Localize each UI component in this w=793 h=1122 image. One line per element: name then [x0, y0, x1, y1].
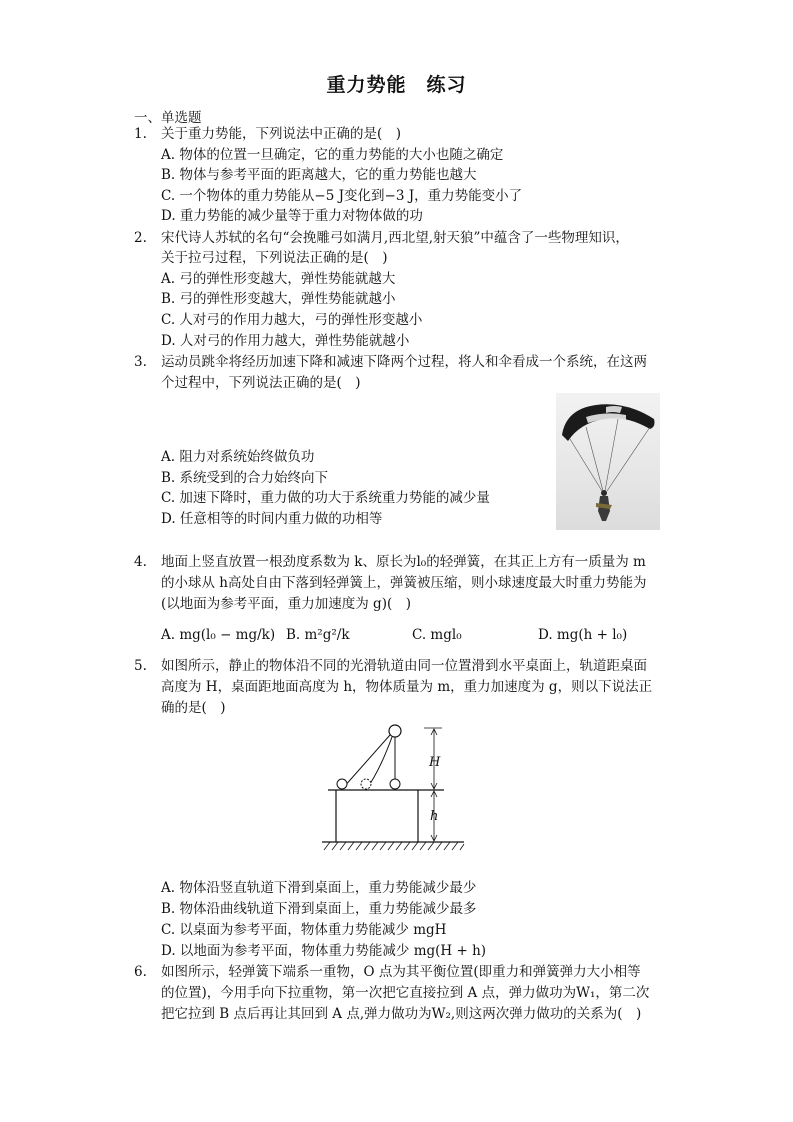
option-a: A. mg(l₀ − mg/k)	[161, 627, 276, 643]
option-a: A. 物体沿竖直轨道下滑到桌面上，重力势能减少最少	[161, 880, 477, 896]
question-stem: 如图所示，轻弹簧下端系一重物，O 点为其平衡位置(即重力和弹簧弹力大小相等	[161, 964, 641, 980]
option-c: C. 以桌面为参考平面，物体重力势能减少 mgH	[161, 922, 447, 938]
option-b: B. 系统受到的合力始终向下	[161, 470, 329, 486]
page-title: 重力势能 练习	[326, 74, 467, 96]
option-a: A. 物体的位置一旦确定，它的重力势能的大小也随之确定	[161, 147, 504, 163]
option-d: D. 任意相等的时间内重力做的功相等	[161, 511, 383, 527]
question-stem: 的小球从 h高处自由下落到轻弹簧上，弹簧被压缩，则小球速度最大时重力势能为	[161, 575, 647, 591]
question-stem: 的位置)，今用手向下拉重物，第一次把它直接拉到 A 点，弹力做功为W₁，第二次	[161, 985, 650, 1001]
question-stem: (以地面为参考平面，重力加速度为 g)( )	[161, 596, 411, 612]
track-diagram	[318, 720, 468, 855]
option-b: B. 物体与参考平面的距离越大，它的重力势能也越大	[161, 167, 477, 183]
option-c: C. mgl₀	[412, 627, 462, 643]
question-number: 5.	[134, 658, 147, 674]
option-b: B. 物体沿曲线轨道下滑到桌面上，重力势能减少最多	[161, 901, 477, 917]
question-number: 1.	[134, 126, 147, 142]
label-H: H	[429, 755, 441, 770]
question-stem: 地面上竖直放置一根劲度系数为 k、原长为l₀的轻弹簧，在其正上方有一质量为 m	[161, 554, 646, 570]
parachute-photo	[556, 393, 660, 530]
option-b: B. 弓的弹性形变越大，弹性势能就越小	[161, 291, 396, 307]
option-a: A. 阻力对系统始终做负功	[161, 449, 315, 465]
option-d: D. 重力势能的减少量等于重力对物体做的功	[161, 208, 423, 224]
question-number: 4.	[134, 554, 147, 570]
section-heading: 一、单选题	[134, 110, 202, 126]
option-c: C. 一个物体的重力势能从−5 J变化到−3 J，重力势能变小了	[161, 188, 523, 204]
question-stem: 把它拉到 B 点后再让其回到 A 点,弹力做功为W₂,则这两次弹力做功的关系为( )	[161, 1006, 642, 1022]
option-d: D. mg(h + l₀)	[538, 627, 628, 643]
question-stem: 宋代诗人苏轼的名句“会挽雕弓如满月,西北望,射天狼”中蕴含了一些物理知识，	[161, 230, 629, 246]
question-number: 6.	[134, 964, 147, 980]
question-stem: 确的是( )	[161, 700, 226, 716]
question-stem: 个过程中，下列说法正确的是( )	[161, 375, 361, 391]
question-stem: 关于拉弓过程，下列说法正确的是( )	[161, 250, 388, 266]
question-number: 3.	[134, 354, 147, 370]
question-stem: 高度为 H，桌面距地面高度为 h，物体质量为 m，重力加速度为 g，则以下说法正	[161, 679, 653, 695]
question-stem: 如图所示，静止的物体沿不同的光滑轨道由同一位置滑到水平桌面上，轨道距桌面	[161, 658, 647, 674]
option-d: D. 以地面为参考平面，物体重力势能减少 mg(H + h)	[161, 943, 487, 959]
question-number: 2.	[134, 230, 147, 246]
option-c: C. 人对弓的作用力越大，弓的弹性形变越小	[161, 312, 423, 328]
option-b: B. m²g²/k	[286, 627, 350, 643]
option-d: D. 人对弓的作用力越大，弹性势能就越小	[161, 333, 410, 349]
question-stem: 关于重力势能，下列说法中正确的是( )	[161, 126, 402, 142]
option-c: C. 加速下降时，重力做的功大于系统重力势能的减少量	[161, 490, 490, 506]
option-a: A. 弓的弹性形变越大，弹性势能就越大	[161, 271, 396, 287]
question-stem: 运动员跳伞将经历加速下降和减速下降两个过程，将人和伞看成一个系统，在这两	[161, 354, 647, 370]
label-h: h	[430, 809, 439, 824]
